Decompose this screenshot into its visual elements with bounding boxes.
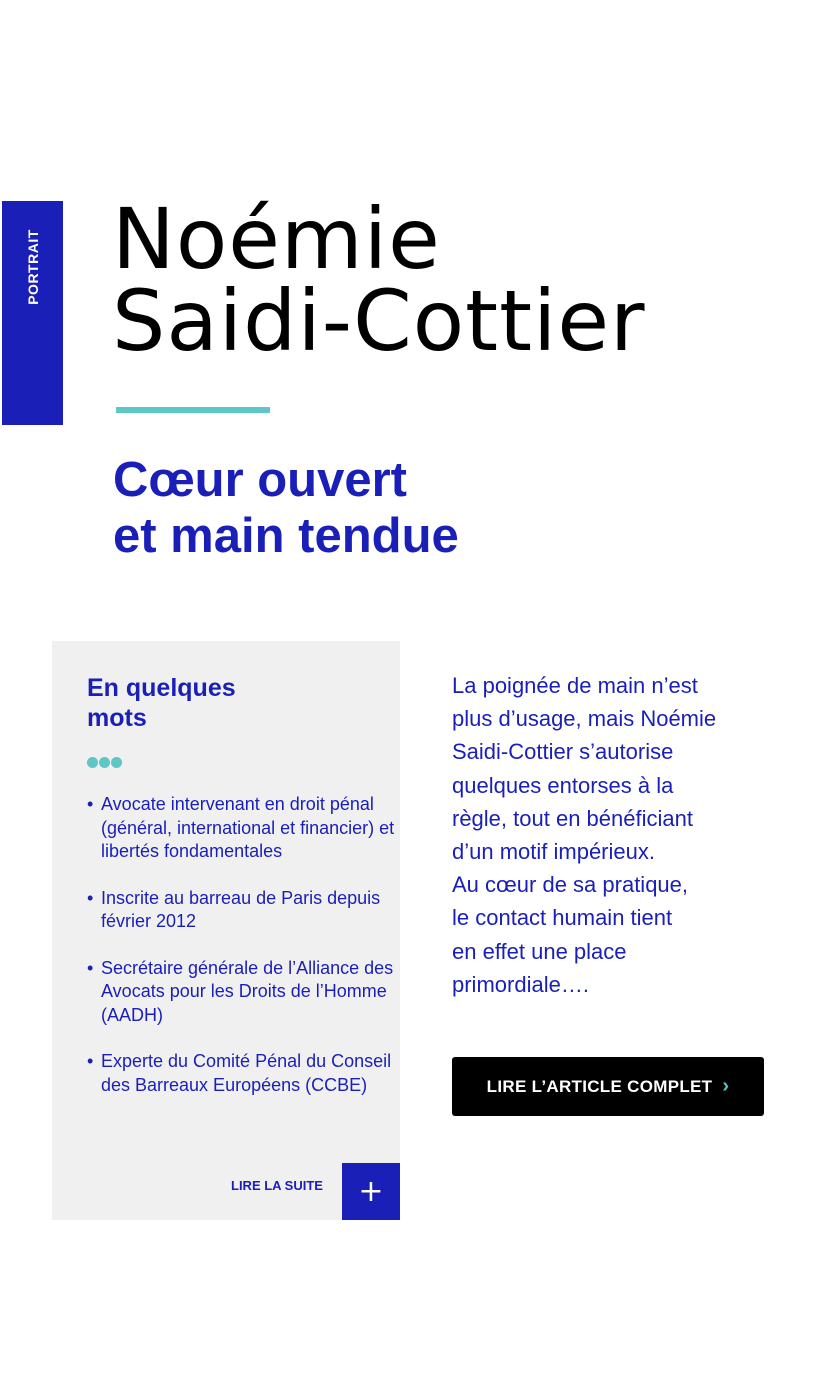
plus-icon: +	[358, 1174, 384, 1209]
key-facts-card	[52, 641, 400, 1220]
list-item: • Secrétaire générale de l’Alliance des Avocats pour les Droits de l’Homme (AADH)	[87, 957, 397, 1028]
dot-icon	[111, 757, 122, 768]
title-line-2: Saidi-Cottier	[112, 272, 646, 370]
title-line-1: Noémie	[112, 190, 441, 288]
list-item: • Avocate intervenant en droit pénal (général, international et financier) et libertés fondamentales	[87, 793, 397, 864]
list-item: • Experte du Comité Pénal du Conseil des Barreaux Européens (CCBE)	[87, 1050, 397, 1097]
intro-line: en effet une place	[452, 938, 627, 964]
intro-line: Au cœur de sa pratique,	[452, 872, 689, 898]
portrait-tab	[2, 201, 63, 425]
subtitle-line-1: Cœur ouvert	[113, 453, 407, 507]
read-more-link[interactable]: LIRE LA SUITE	[231, 1178, 323, 1193]
intro-line: plus d’usage, mais Noémie	[452, 706, 717, 732]
intro-line: d’un motif impérieux.	[452, 839, 655, 865]
intro-line: quelques entorses à la	[452, 772, 674, 798]
subtitle-line-2: et main tendue	[113, 509, 459, 563]
intro-line: La poignée de main n’est	[452, 673, 698, 698]
intro-text	[452, 669, 782, 1001]
read-full-article-button[interactable]	[452, 1057, 764, 1116]
title-divider	[116, 407, 270, 413]
card-title-line-2: mots	[87, 704, 147, 732]
dots-decoration	[87, 757, 122, 768]
intro-line: Saidi-Cottier s’autorise	[452, 739, 674, 765]
page-title	[112, 190, 646, 370]
cta-label: LIRE L’ARTICLE COMPLET	[486, 1076, 713, 1096]
portrait-tab-label: PORTRAIT	[24, 229, 41, 305]
intro-line: le contact humain tient	[452, 905, 673, 931]
card-title	[87, 673, 236, 733]
chevron-right-icon: ›	[722, 1075, 730, 1097]
subtitle	[113, 452, 459, 564]
expand-button[interactable]	[342, 1163, 400, 1220]
facts-list	[87, 793, 397, 1120]
card-title-line-1: En quelques	[87, 674, 236, 702]
list-item: • Inscrite au barreau de Paris depuis février 2012	[87, 887, 397, 934]
dot-icon	[99, 757, 110, 768]
intro-line: primordiale….	[452, 971, 589, 997]
dot-icon	[87, 757, 98, 768]
intro-line: règle, tout en bénéficiant	[452, 805, 693, 831]
